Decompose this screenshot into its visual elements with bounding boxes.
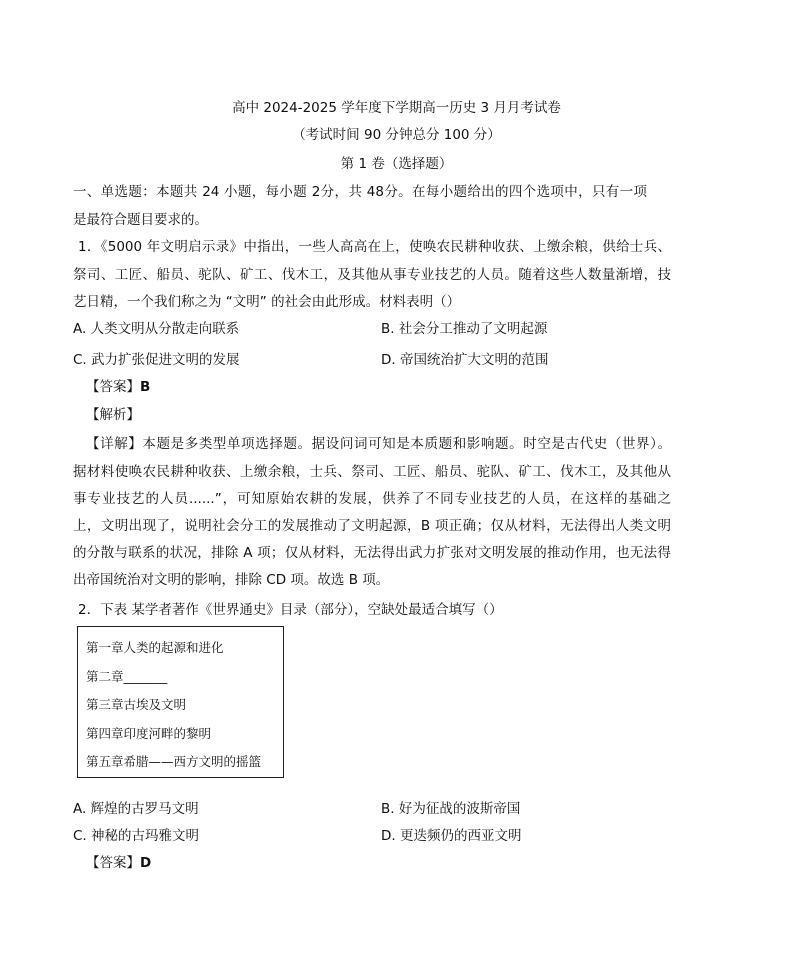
q2-option-b: B. 好为征战的波斯帝国 <box>381 801 521 817</box>
volume-heading: 第 1 卷（选择题） <box>340 156 453 172</box>
answer-value: B <box>140 379 151 395</box>
q1-detail-line4: 上，文明出现了，说明社会分工的发展推动了文明起源，B 项正确；仅从材料，无法得出人类文明 <box>73 518 671 534</box>
q1-option-c: C. 武力扩张促进文明的发展 <box>73 352 240 368</box>
catalog-row: 第四章印度河畔的黎明 <box>86 726 212 741</box>
q2-option-c: C. 神秘的古玛雅文明 <box>73 828 200 844</box>
q2-option-d: D. 更迭频仍的西亚文明 <box>381 828 522 844</box>
q1-option-a: A. 人类文明从分散走向联系 <box>73 321 240 337</box>
catalog-table <box>77 626 284 778</box>
catalog-row: 第三章古埃及文明 <box>86 697 187 712</box>
q2-option-a: A. 辉煌的古罗马文明 <box>73 801 199 817</box>
q1-detail-line1: 【详解】本题是多类型单项选择题。据设问词可知是本质题和影响题。时空是古代史（世界）。 <box>86 436 671 452</box>
answer-tag: 【答案】 <box>86 855 140 871</box>
answer-tag: 【答案】 <box>86 379 140 395</box>
q1-stem-line1: 1．《5000 年文明启示录》中指出，一些人高高在上，使唤农民耕种收获、上缴余粮，供给士兵、 <box>78 239 671 255</box>
catalog-row: 第一章人类的起源和进化 <box>86 640 224 655</box>
q1-stem-line2: 祭司、工匠、船员、驼队、矿工、伐木工，及其他从事专业技艺的人员。随着这些人数量渐增，技 <box>73 267 671 283</box>
q1-detail-line3: 事专业技艺的人员......”，可知原始农耕的发展，供养了不同专业技艺的人员，在这样的基础之 <box>73 491 671 507</box>
q1-detail-line5: 的分散与联系的状况，排除 A 项；仅从材料，无法得出武力扩张对文明发展的推动作用，也无法得 <box>73 545 671 561</box>
q1-detail-line2: 据材料使唤农民耕种收获、上缴余粮，士兵、祭司、工匠、船员、驼队、矿工、伐木工，及其他从 <box>73 464 671 480</box>
catalog-row: 第二章_______ <box>86 669 168 684</box>
section-instruction-line2: 是最符合题目要求的。 <box>73 212 208 228</box>
answer-value: D <box>140 855 152 871</box>
section-instruction-line1: 一、单选题：本题共 24 小题，每小题 2分，共 48分。在每小题给出的四个选项中，只有一项 <box>73 184 647 200</box>
q1-option-d: D. 帝国统治扩大文明的范围 <box>381 352 549 368</box>
q2-stem: 2．下表 某学者著作《世界通史》目录（部分），空缺处最适合填写（） <box>78 602 503 618</box>
exam-subtitle: （考试时间 90 分钟总分 100 分） <box>292 127 501 143</box>
exam-title: 高中 2024-2025 学年度下学期高一历史 3 月月考试卷 <box>232 100 561 116</box>
q1-detail-line6: 出帝国统治对文明的影响，排除 CD 项。故选 B 项。 <box>73 572 390 588</box>
q1-answer-line <box>86 375 150 395</box>
q1-stem-line3: 艺日精，一个我们称之为 “文明” 的社会由此形成。材料表明（） <box>73 294 461 310</box>
catalog-row: 第五章希腊——西方文明的摇篮 <box>86 754 262 769</box>
q1-option-b: B. 社会分工推动了文明起源 <box>381 321 548 337</box>
q1-analysis-tag: 【解析】 <box>86 407 140 423</box>
q2-answer-line <box>86 851 151 871</box>
